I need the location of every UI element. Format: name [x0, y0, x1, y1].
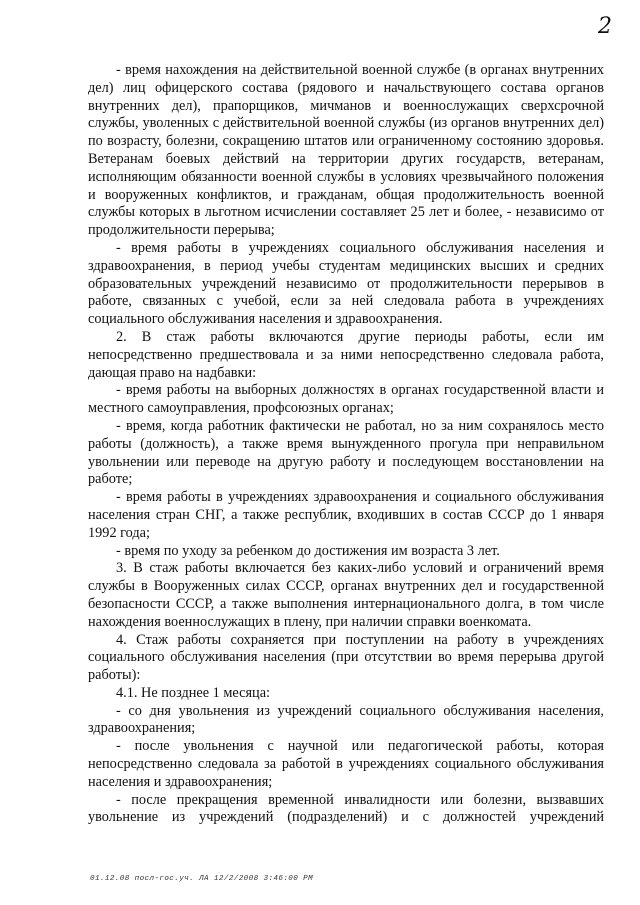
paragraph: 4.1. Не позднее 1 месяца: [116, 684, 271, 701]
paragraph: - время по уходу за ребенком до достижения им возраста 3 лет. [116, 542, 500, 559]
paragraph: - после увольнения с научной или педагогической работы, которая непосредственно следовала за работой в учреждениях социального обслуживания населения и здравоохранения; [88, 738, 604, 790]
paragraph: - время нахождения на действительной военной службе (в органах внутренних дел) лиц офицерского состава (рядового и начальствующего состава органов внутренних дел), прапорщиков, мичманов и военнослужащих сверхсрочной службы, уволенных с действительной военной службы (из органов внутренних дел) по возрасту, болезни, сокращению штатов или ограниченному состоянию здоровья. Ветеранам боевых действий на территории других государств, ветеранам, исполняющим обязанности военной службы в условиях чрезвычайного положения и вооруженных конфликтов, и гражданам, общая продолжительность военной службы которых в льготном исчислении составляет 25 лет и более, - независимо от продолжительности перерыва; [88, 62, 604, 239]
paragraph: - время, когда работник фактически не работал, но за ним сохранялось место работы (должность), а также время вынужденного прогула при неправильном увольнении или переводе на другую работу и последующем восстановлении на работе; [88, 417, 604, 488]
page-number: 2 [598, 14, 612, 39]
document-body [88, 62, 604, 827]
paragraph: 4. Стаж работы сохраняется при поступлении на работу в учреждениях социального обслуживания населения (при отсутствии во время перерыва другой работы): [88, 631, 604, 684]
paragraph: - время работы в учреждениях здравоохранения и социального обслуживания населения стран СНГ, а также республик, входивших в состав СССР до 1 января 1992 года; [88, 489, 604, 541]
paragraph: 2. В стаж работы включаются другие периоды работы, если им непосредственно предшествовала и за ними непосредственно следовала работа, дающая право на надбавки: [88, 328, 604, 381]
paragraph: - после прекращения временной инвалидности или болезни, вызвавших увольнение из учреждений (подразделений) и с должностей учреждений [88, 791, 604, 826]
paragraph: - со дня увольнения из учреждений социального обслуживания населения, здравоохранения; [88, 702, 604, 737]
paragraph: - время работы на выборных должностях в органах государственной власти и местного самоуправления, профсоюзных органах; [88, 382, 604, 417]
paragraph: - время работы в учреждениях социального обслуживания населения и здравоохранения, в период учебы студентам медицинских высших и средних образовательных учреждений независимо от продолжительности перерывов в работе, связанных с учебой, если за ней следовала работа в учреждениях социального обслуживания населения и здравоохранения. [88, 239, 604, 328]
paragraph: 3. В стаж работы включается без каких-либо условий и ограничений время службы в Вооруженных силах СССР, органах внутренних дел и государственной безопасности СССР, а также выполнения интернационального долга, в том числе нахождения военнослужащих в плену, при наличии справки военкомата. [88, 560, 604, 630]
footer-file-info: 01.12.08 посл-гос.уч. ЛА 12/2/2008 3:46:00 PM [90, 875, 314, 883]
